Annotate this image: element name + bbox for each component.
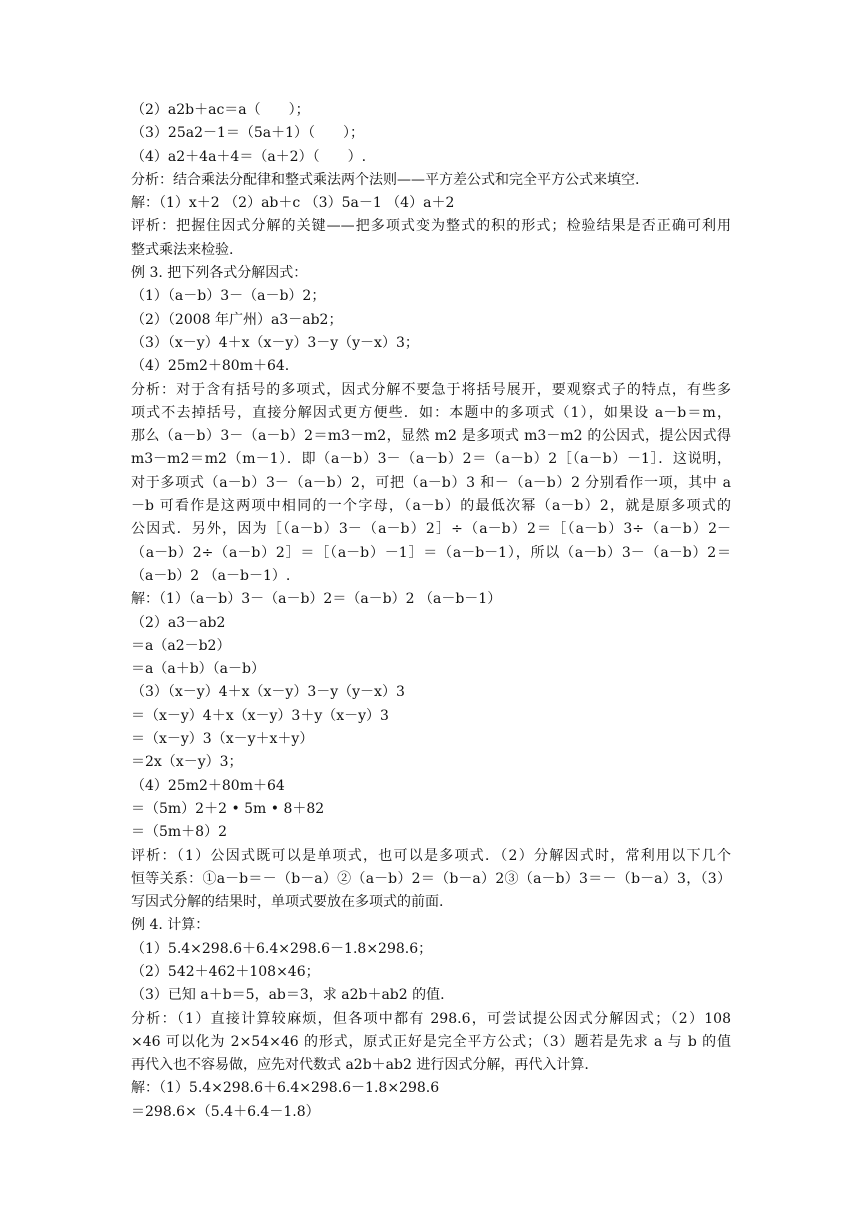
solution-line: ＝（5m＋8）2 (131, 824, 227, 841)
comment-line: 写因式分解的结果时，单项式要放在多项式的前面. (131, 894, 444, 911)
example-heading: 例 3. 把下列各式分解因式： (131, 265, 308, 282)
text-line: （1）（a－b）3－（a－b）2； (131, 288, 326, 305)
analysis-line: 分析：对于含有括号的多项式，因式分解不要急于将括号展开，要观察式子的特点，有些多 (131, 381, 731, 398)
solution-line: ＝（x－y）3（x－y＋x＋y） (131, 731, 314, 748)
text-line: （1）5.4×298.6＋6.4×298.6－1.8×298.6； (131, 940, 433, 957)
analysis-line: m3－m2＝m2（m－1）．即（a－b）3－（a－b）2＝（a－b）2［（a－b）－1］．这说明， (131, 451, 731, 468)
analysis-line: （a－b）2÷（a－b）2］＝［（a－b）－1］＝（a－b－1），所以（a－b）3－（a－b）2＝ (131, 544, 731, 561)
solution-line: ＝（5m）2＋2 • 5m • 8＋82 (131, 800, 325, 817)
solution-line: ＝（x－y）4＋x（x－y）3＋y（x－y）3 (131, 707, 389, 724)
comment-line: 评析：（1）公因式既可以是单项式，也可以是多项式．（2）分解因式时，常利用以下几个 (131, 847, 731, 864)
solution-line: 解：（1）x＋2 （2）ab＋c （3）5a－1 （4）a＋2 (131, 195, 455, 212)
solution-line: 解：（1）5.4×298.6＋6.4×298.6－1.8×298.6 (131, 1080, 440, 1097)
solution-line: ＝a（a＋b）（a－b） (131, 661, 265, 678)
comment-line: 评析：把握住因式分解的关键——把多项式变为整式的积的形式；检验结果是否正确可利用 (131, 218, 731, 235)
text-line: （3）已知 a＋b＝5，ab＝3，求 a2b＋ab2 的值. (131, 987, 445, 1004)
analysis-line: 对于多项式（a－b）3－（a－b）2，可把（a－b）3 和－（a－b）2 分别看作一项，其中 a (131, 474, 731, 491)
document-body (131, 99, 731, 1124)
text-line: （3）（x－y）4＋x（x－y）3－y（y－x）3； (131, 334, 419, 351)
text-line: （3）25a2－1＝（5a＋1）（ ）； (131, 125, 365, 142)
example-heading: 例 4. 计算： (131, 917, 210, 934)
analysis-line: 再代入也不容易做，应先对代数式 a2b＋ab2 进行因式分解，再代入计算. (131, 1057, 589, 1074)
comment-line: 恒等关系：①a－b＝－（b－a）②（a－b）2＝（b－a）2③（a－b）3＝－（b－a）3，（3） (131, 870, 731, 887)
solution-line: ＝298.6×（5.4＋6.4－1.8） (131, 1103, 320, 1120)
analysis-line: 分析：（1）直接计算较麻烦，但各项中都有 298.6，可尝试提公因式分解因式；（2）108 (131, 1010, 731, 1027)
text-line: （4）25m2＋80m＋64. (131, 358, 290, 375)
comment-line: 整式乘法来检验. (131, 241, 234, 258)
analysis-line: 分析：结合乘法分配律和整式乘法两个法则——平方差公式和完全平方公式来填空. (131, 171, 640, 188)
solution-line: （2）a3－ab2 (131, 614, 226, 631)
analysis-line: 公因式．另外，因为［（a－b）3－（a－b）2］÷（a－b）2＝［（a－b）3÷（a－b）2－ (131, 521, 731, 538)
text-line: （2）（2008 年广州）a3－ab2； (131, 311, 343, 328)
analysis-line: 项式不去掉括号，直接分解因式更方便些．如：本题中的多项式（1），如果设 a－b＝m， (131, 404, 731, 421)
solution-line: 解：（1）（a－b）3－（a－b）2＝（a－b）2 （a－b－1） (131, 591, 502, 608)
solution-line: ＝2x（x－y）3； (131, 754, 243, 771)
text-line: （4）a2＋4a＋4＝（a＋2）（ ）. (131, 148, 367, 165)
analysis-line: 那么（a－b）3－（a－b）2＝m3－m2，显然 m2 是多项式 m3－m2 的公因式，提公因式得 (131, 428, 731, 445)
analysis-line: ×46 可以化为 2×54×46 的形式，原式正好是完全平方公式；（3）题若是先求 a 与 b 的值 (131, 1033, 731, 1050)
solution-line: （3）（x－y）4＋x（x－y）3－y（y－x）3 (131, 684, 405, 701)
text-line: （2）542＋462＋108×46； (131, 963, 320, 980)
solution-line: ＝a（a2－b2） (131, 637, 231, 654)
analysis-line: （a－b）2 （a－b－1）. (131, 567, 291, 584)
text-line: （2）a2b＋ac＝a（ ）； (131, 102, 310, 118)
analysis-line: －b 可看作是这两项中相同的一个字母，（a－b）的最低次幂（a－b）2，就是原多项式的 (131, 498, 731, 515)
solution-line: （4）25m2＋80m＋64 (131, 777, 285, 794)
